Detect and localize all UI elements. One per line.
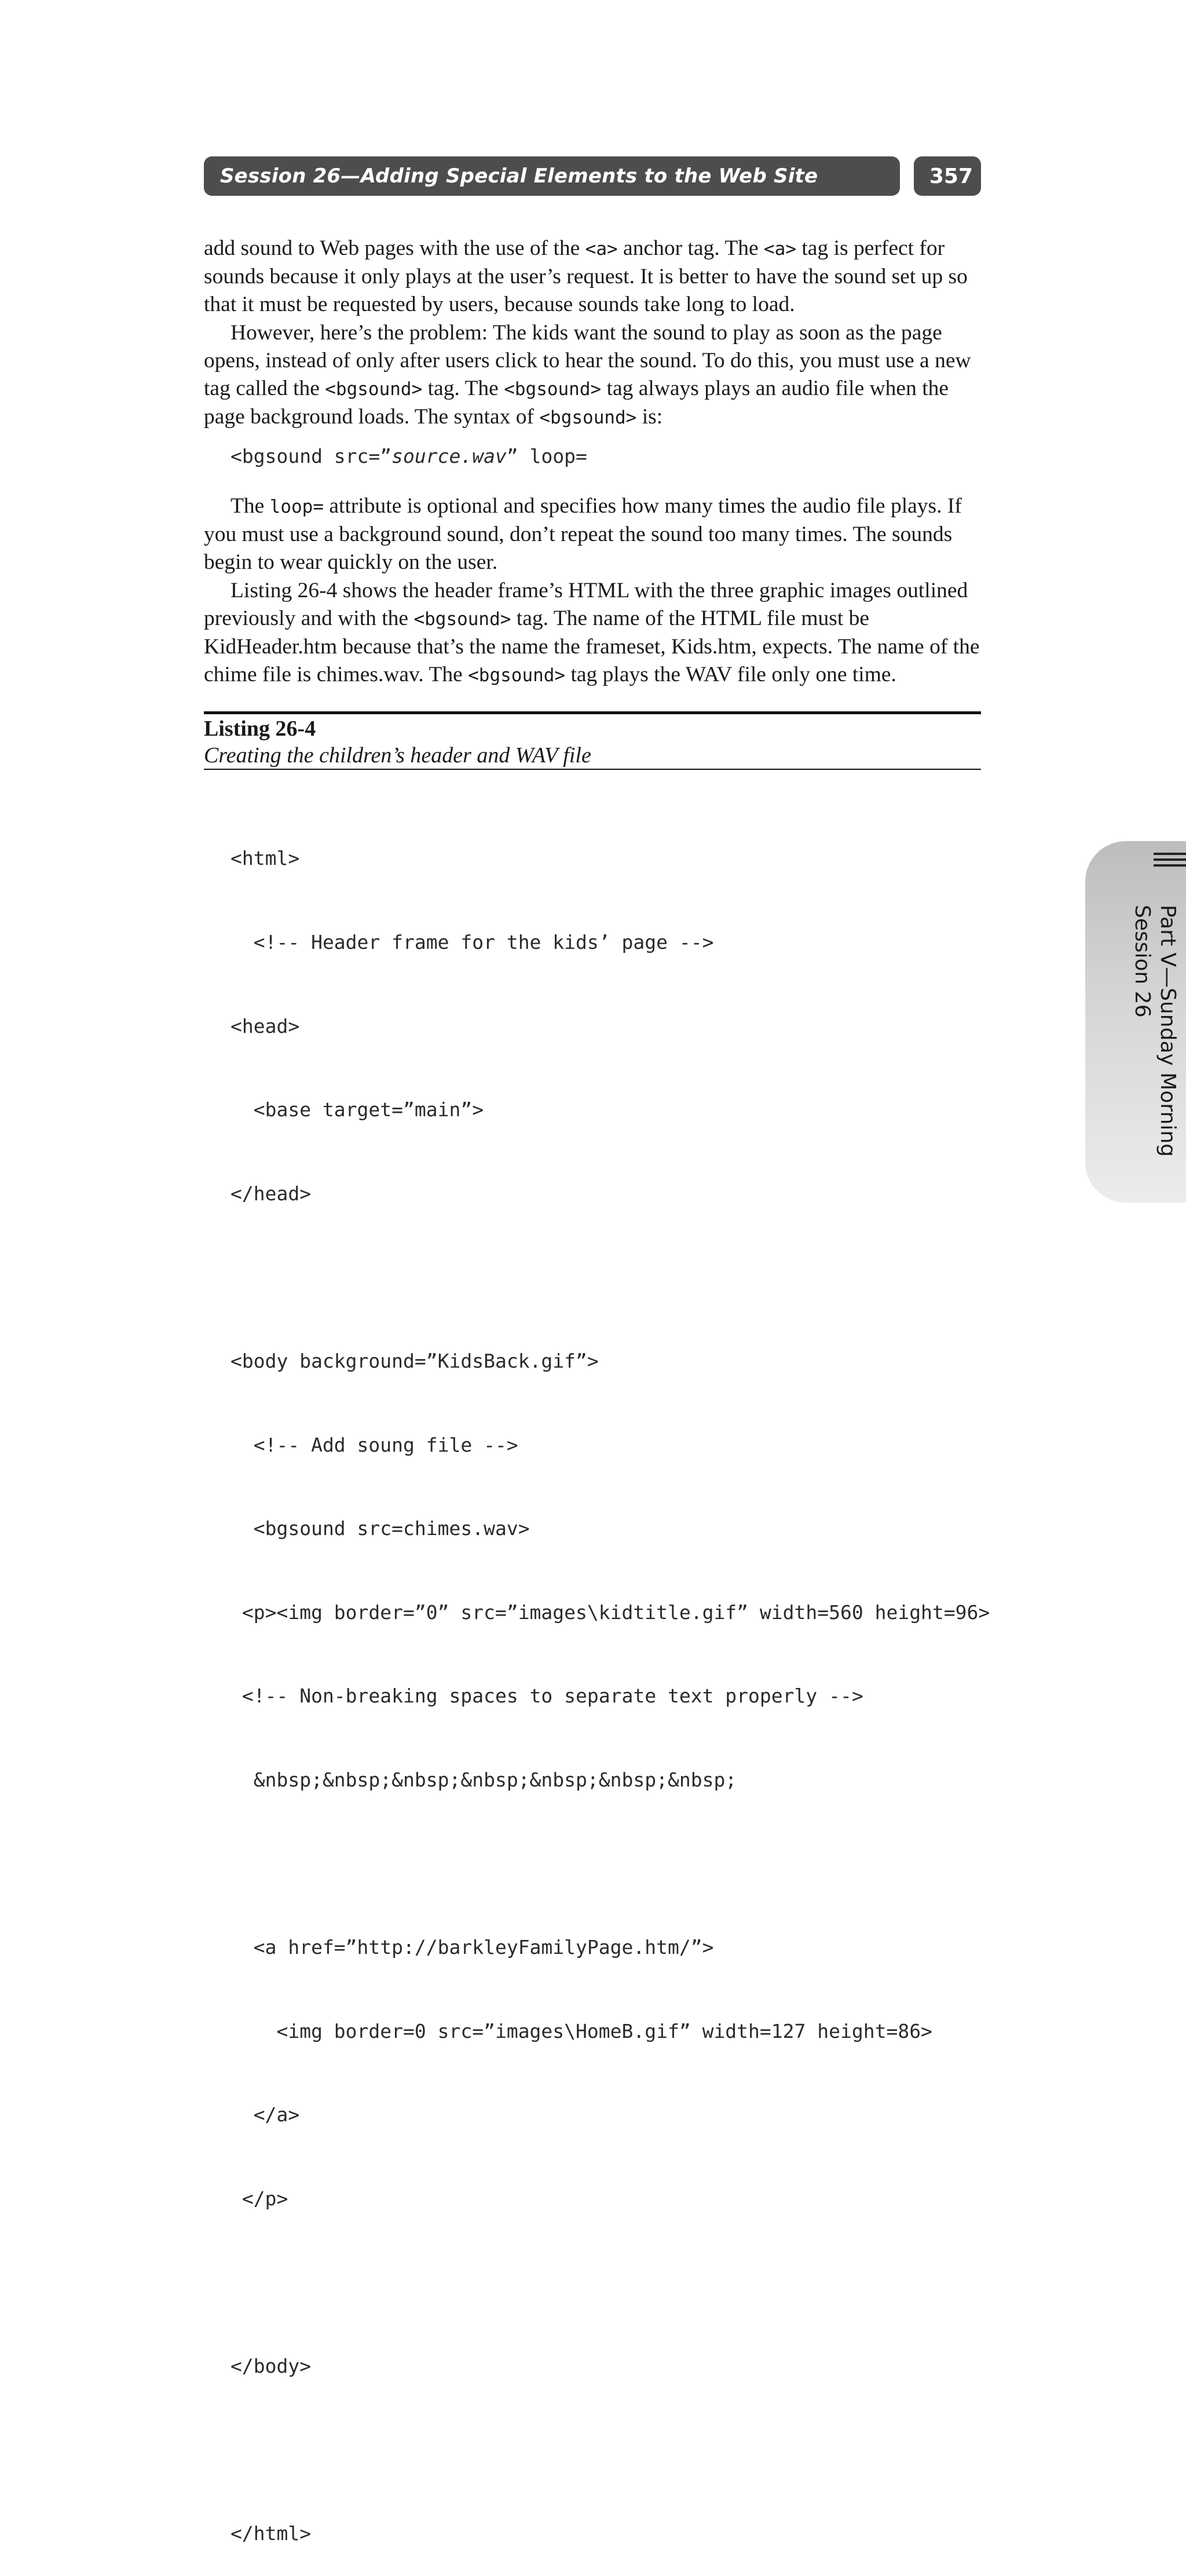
body-text-top	[204, 235, 983, 432]
inline-code-a-tag: <a>	[585, 239, 618, 260]
paragraph-1-text-c: tag is perfect for sounds because it only plays at the user’s request. It is better to have the sound set up so that it must be requested by users, because sounds take long to load.	[204, 236, 968, 317]
paragraph-4-text-b: tag. The name of the HTML file must be KidHeader.htm because that’s the name the frameset, Kids.htm, expects. The name of the chime file is chimes.wav. The	[204, 606, 980, 687]
code-line: <a href=”http://barkleyFamilyPage.htm/”>	[230, 1936, 714, 1959]
syntax-example	[230, 445, 587, 467]
running-header	[204, 156, 900, 196]
paragraph-4-text-c: tag plays the WAV file only one time.	[565, 663, 896, 687]
paragraph-3-text-b: attribute is optional and specifies how many times the audio file plays. If you must use a background sound, don’t repeat the sound too many times. The sounds begin to wear quickly on the user.	[204, 494, 962, 575]
paragraph-1	[204, 235, 983, 319]
code-line	[230, 2436, 990, 2464]
listing-title: Listing 26-4	[204, 717, 316, 741]
thumb-tab-part: Part V—Sunday Morning	[1156, 905, 1180, 1157]
paragraph-2	[204, 319, 983, 432]
code-line: <base target=”main”>	[230, 1098, 484, 1121]
code-line: <html>	[230, 847, 300, 870]
syntax-part-a: <bgsound src=”	[230, 445, 392, 467]
paragraph-2-text-c: tag always plays an audio file when the page background loads. The syntax of	[204, 377, 949, 429]
paragraph-2-text-d: is:	[636, 405, 663, 429]
code-line: <!-- Non-breaking spaces to separate text properly -->	[230, 1685, 863, 1708]
code-line: </a>	[230, 2103, 300, 2126]
code-line	[230, 2269, 990, 2297]
running-header-title: Session 26—Adding Special Elements to the Web Site	[220, 165, 818, 188]
thumb-tab-text	[1099, 905, 1180, 1183]
page-number: 357	[929, 164, 973, 188]
syntax-placeholder: source.wav	[391, 445, 507, 467]
listing-top-rule	[204, 711, 981, 714]
thumb-tab-session: Session 26	[1130, 905, 1154, 1018]
part-thumb-tab	[1085, 841, 1186, 1203]
code-line: </body>	[230, 2355, 312, 2378]
body-text-middle	[204, 492, 983, 689]
paragraph-4-text-a: Listing 26-4 shows the header frame’s HTML with the three graphic images outlined previously and with the	[204, 578, 968, 630]
paragraph-4	[204, 577, 983, 690]
inline-code-bgsound-3: <bgsound>	[539, 407, 637, 429]
page-number-box	[914, 156, 981, 196]
code-line: <bgsound src=chimes.wav>	[230, 1517, 530, 1540]
code-line: <img border=0 src=”images\HomeB.gif” width=127 height=86>	[230, 2019, 932, 2042]
code-line: </p>	[230, 2187, 288, 2210]
inline-code-loop: loop=	[269, 496, 324, 517]
paragraph-1-text-a: add sound to Web pages with the use of the	[204, 236, 585, 260]
code-line: <p><img border=”0” src=”images\kidtitle.gif” width=560 height=96>	[230, 1601, 990, 1624]
code-line: <!-- Header frame for the kids’ page -->	[230, 931, 714, 953]
paragraph-3	[204, 492, 983, 577]
code-line: <body background=”KidsBack.gif”>	[230, 1349, 599, 1372]
inline-code-bgsound-4: <bgsound>	[413, 608, 511, 630]
paragraph-2-text-b: tag. The	[422, 377, 504, 401]
tab-marker-lines	[1154, 853, 1186, 870]
inline-code-bgsound-2: <bgsound>	[504, 379, 602, 400]
code-listing	[230, 789, 990, 2576]
inline-code-bgsound: <bgsound>	[325, 379, 423, 400]
inline-code-bgsound-5: <bgsound>	[468, 665, 566, 686]
listing-bottom-rule	[204, 769, 981, 770]
code-line: &nbsp;&nbsp;&nbsp;&nbsp;&nbsp;&nbsp;&nbsp;	[230, 1768, 737, 1791]
listing-caption: Creating the children’s header and WAV file	[204, 743, 591, 768]
code-line	[230, 1850, 990, 1878]
paragraph-1-text-b: anchor tag. The	[617, 236, 764, 260]
paragraph-2-text-a: However, here’s the problem: The kids want the sound to play as soon as the page opens, instead of only after users click to hear the sound. To do this, you must use a new tag called the	[204, 320, 971, 401]
code-line: <head>	[230, 1014, 300, 1037]
code-line	[230, 1263, 990, 1291]
paragraph-3-text-a: The	[230, 494, 270, 518]
inline-code-a-tag-2: <a>	[764, 239, 797, 260]
code-line: </html>	[230, 2522, 312, 2545]
code-line: </head>	[230, 1182, 312, 1205]
code-line: <!-- Add soung file -->	[230, 1433, 518, 1456]
syntax-part-b: ” loop=	[506, 445, 587, 467]
